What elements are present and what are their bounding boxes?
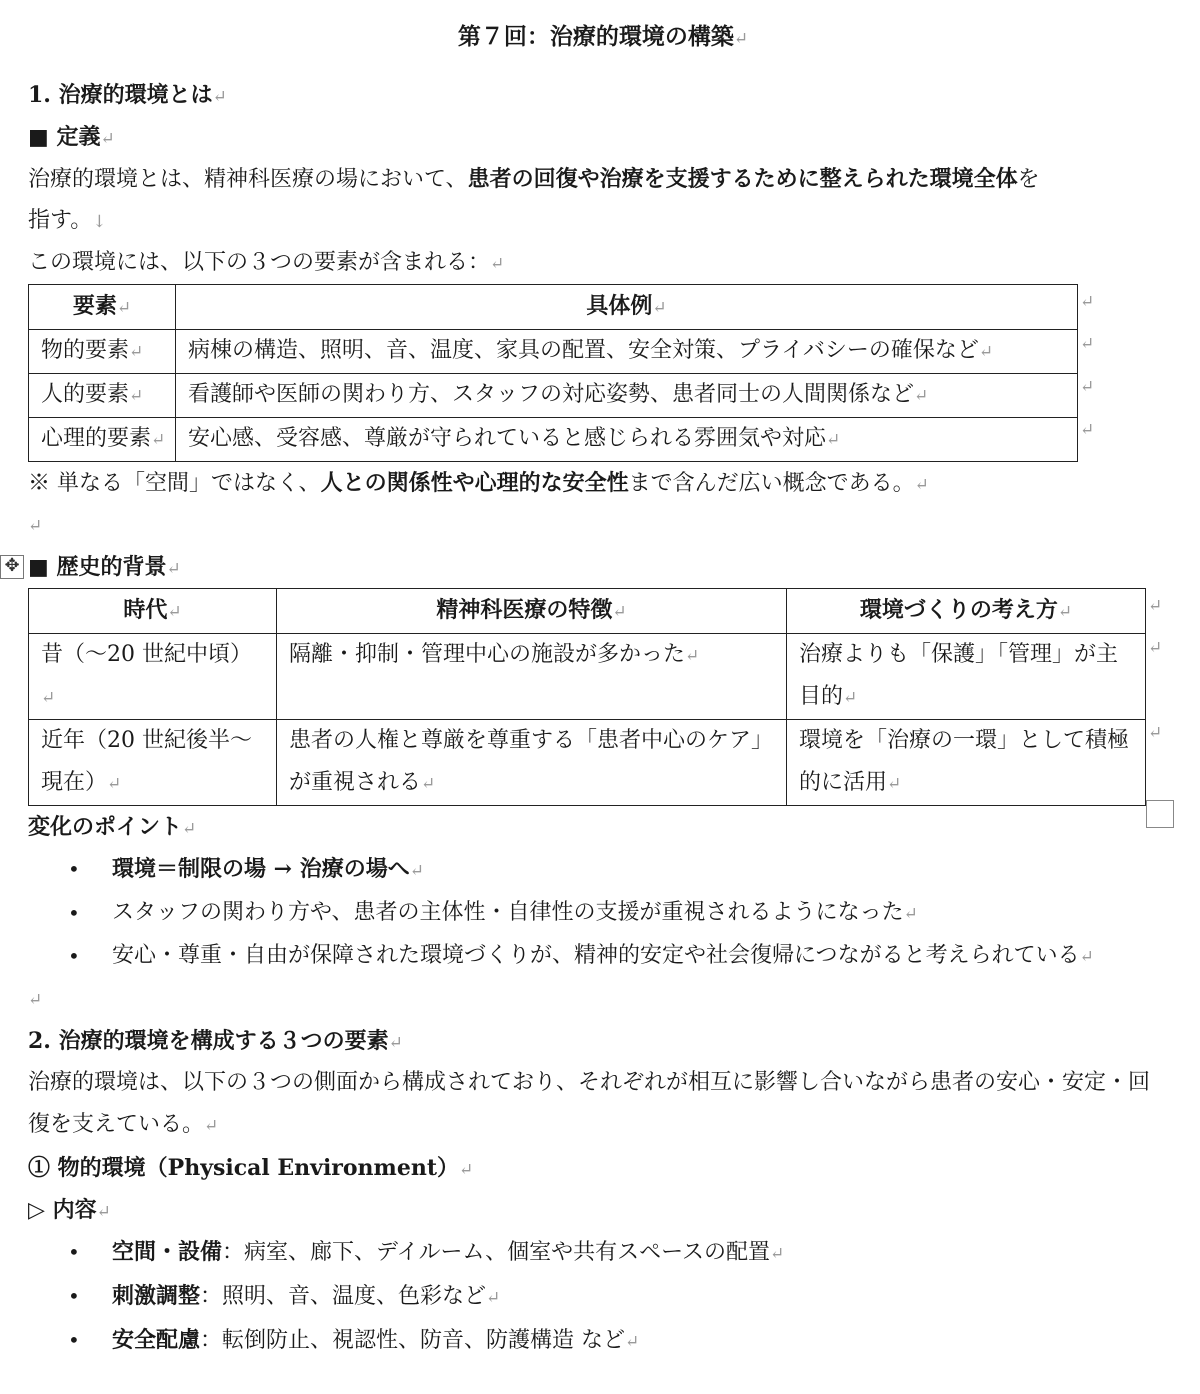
table-header-row — [29, 589, 1146, 634]
table-row — [29, 720, 1146, 806]
definition-heading: ■ 定義↵ — [28, 124, 115, 150]
table-row — [29, 418, 1078, 462]
empty-paragraph: ↵ — [28, 516, 43, 536]
elements-intro: この環境には、以下の３つの要素が含まれる：↵ — [28, 250, 505, 275]
page-title: 第７回：治療的環境の構築↵ — [457, 23, 749, 50]
table-cell: 病棟の構造、照明、音、温度、家具の配置、安全対策、プライバシーの確保など↵ — [176, 330, 1078, 374]
section2-heading: 2. 治療的環境を構成する３つの要素↵ — [28, 1028, 403, 1054]
table-cell: 環境を「治療の一環」として積極的に活用↵ — [787, 720, 1146, 806]
elements-table — [28, 284, 1078, 462]
content-heading: ▷ 内容↵ — [28, 1197, 111, 1223]
table-cell: 人的要素↵ — [29, 374, 176, 418]
table-cell: 患者の人権と尊厳を尊重する「患者中心のケア」が重視される↵ — [277, 720, 787, 806]
history-heading: ■ 歴史的背景↵ — [28, 554, 181, 580]
empty-paragraph: ↵ — [28, 990, 43, 1010]
table-row — [29, 374, 1078, 418]
list-item: • スタッフの関わり方や、患者の主体性・自律性の支援が重視されるようになった↵ — [68, 900, 918, 925]
table-header: 要素↵ — [29, 285, 176, 330]
table-header: 環境づくりの考え方↵ — [787, 589, 1146, 634]
table-header-row — [29, 285, 1078, 330]
table-row — [29, 634, 1146, 720]
table-header: 具体例↵ — [176, 285, 1078, 330]
concept-note: ※ 単なる「空間」ではなく、人との関係性や心理的な安全性まで含んだ広い概念である。↵ — [28, 470, 929, 496]
physical-environment-heading: ① 物的環境（Physical Environment）↵ — [28, 1155, 474, 1181]
definition-paragraph: 治療的環境とは、精神科医療の場において、患者の回復や治療を支援するために整えられた環境全体を — [28, 166, 1040, 192]
physical-items-list — [28, 1231, 1178, 1363]
table-row — [29, 330, 1078, 374]
list-item: • 環境＝制限の場 → 治療の場へ↵ — [68, 856, 425, 882]
table-cell: 物的要素↵ — [29, 330, 176, 374]
definition-paragraph-cont: 指す。↓ — [28, 208, 107, 233]
change-points-list — [28, 848, 1178, 978]
change-heading: 変化のポイント↵ — [28, 814, 197, 840]
table-cell: 近年（20 世紀後半〜現在）↵ — [29, 720, 277, 806]
table-cell: 治療よりも「保護」「管理」が主目的↵ — [787, 634, 1146, 720]
table-header: 精神科医療の特徴↵ — [277, 589, 787, 634]
table-header: 時代↵ — [29, 589, 277, 634]
history-table — [28, 588, 1146, 806]
list-item: • 安心・尊重・自由が保障された環境づくりが、精神的安定や社会復帰につながると考えられている↵ — [68, 943, 1094, 968]
table-cell: 昔（〜20 世紀中頃）↵ — [29, 634, 277, 720]
table-move-handle-icon[interactable]: ✥ — [0, 555, 24, 579]
elements-table-wrap: 要素↵ 具体例↵ 物的要素↵ 病棟の構造、照明、音、温度、家具の配置、安全対策、プライバシーの確保など↵ 人的要素↵ 看護師や医師の関わり方、スタッフの対応姿勢、患者同士の人間関係など↵ 心理的要素↵ 安心感、受容感、尊厳が守られていると感じられる雰囲気や対応↵ ↵ ↵ ↵ ↵ — [28, 284, 1078, 462]
history-table-wrap: 時代↵ 精神科医療の特徴↵ 環境づくりの考え方↵ 昔（〜20 世紀中頃）↵ 隔離・抑制・管理中心の施設が多かった↵ 治療よりも「保護」「管理」が主目的↵ 近年（20 世紀後半〜現在）↵ 患者の人権と尊厳を尊重する「患者中心のケア」が重視される↵ 環境を「治療の一環」として積極的に活用↵ ↵ ↵ ↵ — [28, 588, 1146, 806]
list-item: • 安全配慮：転倒防止、視認性、防音、防護構造 など↵ — [68, 1327, 640, 1353]
table-cell: 安心感、受容感、尊厳が守られていると感じられる雰囲気や対応↵ — [176, 418, 1078, 462]
list-item: • 刺激調整：照明、音、温度、色彩など↵ — [68, 1283, 501, 1309]
table-cell: 隔離・抑制・管理中心の施設が多かった↵ — [277, 634, 787, 720]
section1-heading: 1. 治療的環境とは↵ — [28, 82, 227, 108]
table-cell: 看護師や医師の関わり方、スタッフの対応姿勢、患者同士の人間関係など↵ — [176, 374, 1078, 418]
list-item: • 空間・設備：病室、廊下、デイルーム、個室や共有スペースの配置↵ — [68, 1239, 785, 1265]
section2-intro: 治療的環境は、以下の３つの側面から構成されており、それぞれが相互に影響し合いながら患者の安心・安定・回復を支えている。↵ — [28, 1070, 1151, 1137]
document-page — [28, 0, 1178, 1363]
table-cell: 心理的要素↵ — [29, 418, 176, 462]
